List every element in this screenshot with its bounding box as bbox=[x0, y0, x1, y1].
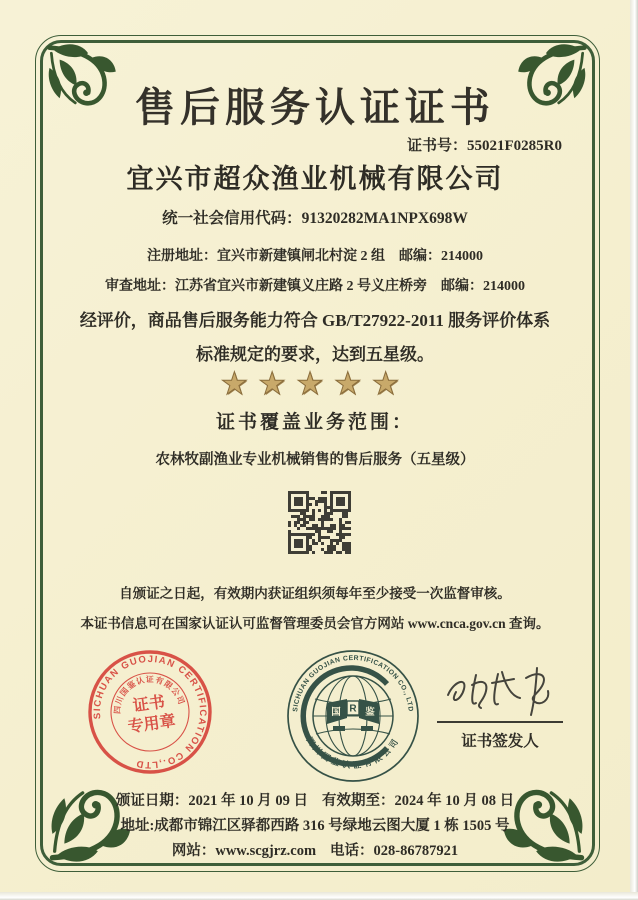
phone-label: 电话： bbox=[330, 843, 374, 859]
issue-date-value: 2021 年 10 月 09 日 bbox=[188, 793, 308, 809]
credit-code-label: 统一社会信用代码： bbox=[162, 210, 302, 227]
website-label: 网站： bbox=[171, 843, 216, 859]
star-icon: ★ bbox=[333, 366, 362, 402]
issuer-address-value: 成都市锦江区驿都西路 316 号绿地云图大厦 1 栋 1505 号 bbox=[154, 818, 510, 834]
valid-until-value: 2024 年 10 月 08 日 bbox=[394, 793, 515, 809]
certificate-title: 售后服务认证证书 bbox=[135, 86, 495, 130]
postal-label: 邮编： bbox=[399, 249, 441, 264]
certificate-number bbox=[407, 134, 562, 155]
evaluation-statement-line2: 标准规定的要求，达到五星级。 bbox=[196, 345, 434, 364]
dates-line bbox=[42, 789, 588, 810]
stamp-english-ring: SICHUAN GUOJIAN CERTIFICATION CO.,LTD bbox=[91, 653, 209, 771]
audit-address-line bbox=[42, 275, 588, 295]
evaluation-statement-line1: 经评价，商品售后服务能力符合 GB/T27922-2011 服务评价体系 bbox=[79, 311, 551, 330]
company-name: 宜兴市超众渔业机械有限公司 bbox=[126, 164, 504, 194]
scan-edge bbox=[630, 0, 638, 900]
scan-edge bbox=[0, 892, 638, 900]
supervision-note: 自颁证之日起，有效期内获证组织须每年至少接受一次监督审核。 bbox=[119, 586, 511, 601]
certification-body-logo bbox=[283, 646, 423, 786]
star-icon: ★ bbox=[258, 366, 287, 402]
logo-chinese-ring: 四川国鉴认证有限公司 bbox=[304, 734, 402, 771]
issuer-signature bbox=[440, 663, 570, 719]
signature-rule bbox=[437, 721, 563, 723]
logo-emblem-right: 鉴 bbox=[365, 708, 375, 718]
scope-heading: 证书覆盖业务范围： bbox=[215, 412, 414, 433]
valid-until-label: 有效期至： bbox=[322, 793, 395, 809]
star-icon: ★ bbox=[371, 366, 400, 402]
red-seal-stamp bbox=[75, 637, 224, 786]
postal-value: 214000 bbox=[483, 279, 525, 294]
website-value: www.scgjrz.com bbox=[215, 843, 317, 859]
logo-english-ring: SICHUAN GUOJIAN CERTIFICATION CO., LTD bbox=[292, 654, 414, 713]
registered-address-value: 宜兴市新建镇闸北村淀 2 组 bbox=[217, 249, 385, 264]
credit-code-value: 91320282MA1NPX698W bbox=[301, 210, 468, 227]
postal-value: 214000 bbox=[441, 249, 483, 264]
postal-label: 邮编： bbox=[441, 279, 483, 294]
issuer-address-label: 地址: bbox=[120, 818, 155, 834]
phone-value: 028-86787921 bbox=[373, 843, 459, 859]
star-icon: ★ bbox=[296, 366, 324, 402]
signer-label: 证书签发人 bbox=[461, 733, 539, 750]
certificate-number-value: 55021F0285R0 bbox=[467, 138, 562, 154]
cnca-lookup-note: 本证书信息可在国家认证认可监督管理委员会官方网站 www.cnca.gov.cn 查询。 bbox=[80, 616, 550, 631]
certificate-number-label: 证书号： bbox=[406, 138, 467, 154]
stamp-center-line2: 专用章 bbox=[126, 712, 177, 737]
issue-date-label: 颁证日期： bbox=[115, 793, 189, 809]
audit-address-label: 审查地址： bbox=[105, 279, 175, 294]
stamp-chinese-ring: 四川国鉴认证有限公司 bbox=[112, 674, 187, 715]
logo-emblem-books bbox=[327, 699, 379, 731]
star-rating bbox=[0, 366, 620, 402]
audit-address-value: 江苏省宜兴市新建镇义庄路 2 号义庄桥旁 bbox=[175, 279, 427, 294]
star-icon: ★ bbox=[220, 366, 249, 402]
scope-text: 农林牧副渔业专业机械销售的售后服务（五星级） bbox=[155, 452, 475, 468]
logo-emblem-center: R bbox=[349, 703, 357, 715]
logo-emblem-left: 国 bbox=[331, 708, 341, 718]
registered-address-label: 注册地址： bbox=[147, 249, 217, 264]
registered-address-line bbox=[42, 245, 588, 265]
qr-code bbox=[288, 491, 351, 554]
stamp-center-line1: 证书 bbox=[131, 693, 166, 716]
website-phone-line bbox=[42, 839, 588, 860]
credit-code-line bbox=[42, 206, 588, 228]
svg-text:四川国鉴认证有限公司 bbox=[304, 735, 401, 770]
issuer-address-line bbox=[42, 814, 588, 835]
